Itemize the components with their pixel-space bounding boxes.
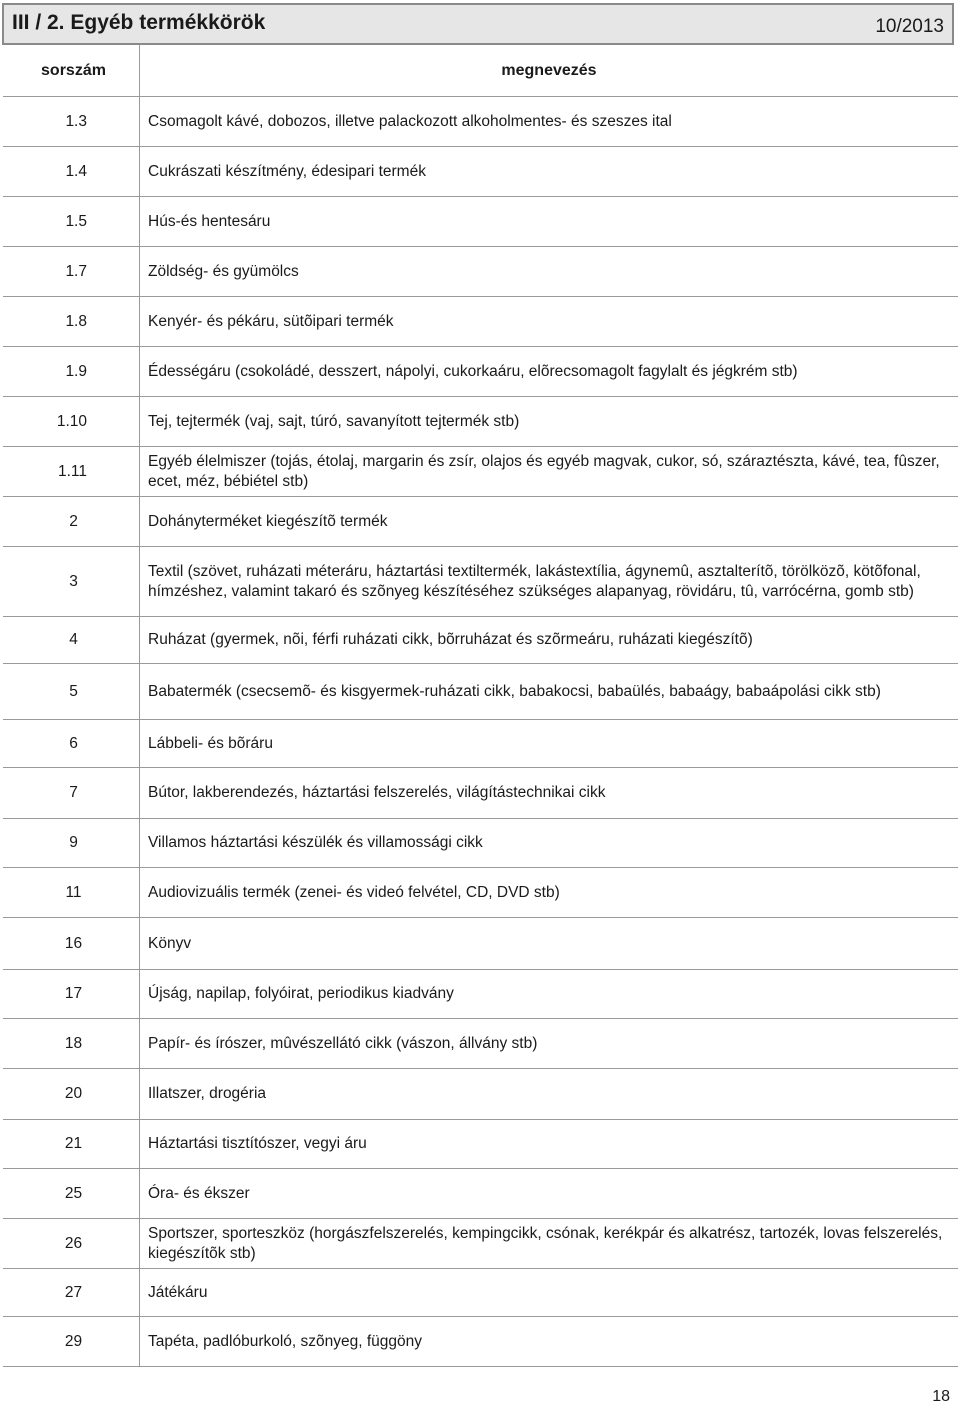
table-body xyxy=(3,97,958,1367)
row-number: 7 xyxy=(3,768,140,818)
table-row xyxy=(3,918,958,970)
row-number: 5 xyxy=(3,664,140,719)
row-number: 20 xyxy=(3,1069,140,1119)
row-name: Kenyér- és pékáru, sütõipari termék xyxy=(148,312,394,330)
row-name: Audiovizuális termék (zenei- és videó felvétel, CD, DVD stb) xyxy=(148,883,560,901)
table-row xyxy=(3,1269,958,1317)
row-name: Édességáru (csokoládé, desszert, nápolyi, cukorkaáru, elõrecsomagolt fagylalt és jégkrém stb) xyxy=(148,362,798,380)
row-name: Dohányterméket kiegészítõ termék xyxy=(148,512,388,530)
table-row xyxy=(3,1169,958,1219)
table-row xyxy=(3,819,958,868)
row-name: Játékáru xyxy=(148,1283,208,1301)
row-name: Textil (szövet, ruházati méteráru, háztartási textiltermék, lakástextília, ágynemû, asztalterítõ, törölközõ, kötõfonal, hímzéshez, valamint takaró és szõnyeg készítéséhez szükséges alapanyag, rövidáru, tû, varrócérna, gomb stb) xyxy=(148,562,921,600)
document-title: III / 2. Egyéb termékkörök xyxy=(12,11,266,34)
row-number: 1.9 xyxy=(3,347,140,396)
table-row xyxy=(3,197,958,247)
document-date: 10/2013 xyxy=(875,16,944,37)
table-row xyxy=(3,868,958,918)
row-name: Újság, napilap, folyóirat, periodikus kiadvány xyxy=(148,985,454,1002)
table-header-row xyxy=(3,45,958,97)
row-number: 2 xyxy=(3,497,140,546)
row-name: Zöldség- és gyümölcs xyxy=(148,262,299,280)
table-row xyxy=(3,1120,958,1169)
table-row xyxy=(3,768,958,819)
row-number: 1.10 xyxy=(3,397,140,446)
table-row xyxy=(3,547,958,617)
table-row xyxy=(3,97,958,147)
table-row xyxy=(3,247,958,297)
row-name: Sportszer, sporteszköz (horgászfelszerelés, kempingcikk, csónak, kerékpár és alkatrész, tartozék, lovas felszerelés, kiegészítõk stb) xyxy=(148,1224,943,1262)
row-name: Egyéb élelmiszer (tojás, étolaj, margarin és zsír, olajos és egyéb magvak, cukor, só, száraztészta, kávé, tea, fûszer, ecet, méz, bébiétel stb) xyxy=(148,452,940,490)
row-number: 25 xyxy=(3,1169,140,1218)
row-name: Tapéta, padlóburkoló, szõnyeg, függöny xyxy=(148,1332,423,1350)
row-name: Tej, tejtermék (vaj, sajt, túró, savanyított tejtermék stb) xyxy=(148,412,520,430)
row-name: Lábbeli- és bõráru xyxy=(148,734,273,752)
row-number: 1.8 xyxy=(3,297,140,346)
row-name: Könyv xyxy=(148,934,192,952)
table-row xyxy=(3,497,958,547)
row-number: 1.4 xyxy=(3,147,140,196)
column-header-name: megnevezés xyxy=(501,61,597,79)
row-number: 1.11 xyxy=(3,447,140,496)
row-number: 3 xyxy=(3,547,140,616)
table-row xyxy=(3,617,958,664)
row-number: 29 xyxy=(3,1317,140,1366)
row-name: Illatszer, drogéria xyxy=(148,1085,267,1102)
table-row xyxy=(3,447,958,497)
row-number: 1.5 xyxy=(3,197,140,246)
row-number: 26 xyxy=(3,1219,140,1268)
table-row xyxy=(3,1219,958,1269)
row-number: 6 xyxy=(3,720,140,767)
row-name: Ruházat (gyermek, nõi, férfi ruházati cikk, bõrruházat és szõrmeáru, ruházati kiegészítõ) xyxy=(148,631,753,648)
row-number: 21 xyxy=(3,1120,140,1168)
row-number: 1.7 xyxy=(3,247,140,296)
row-name: Babatermék (csecsemõ- és kisgyermek-ruházati cikk, babakocsi, babaülés, babaágy, babaápolási cikk stb) xyxy=(148,682,881,700)
row-name: Bútor, lakberendezés, háztartási felszerelés, világítástechnikai cikk xyxy=(148,784,606,801)
page-header xyxy=(2,3,954,45)
row-name: Cukrászati készítmény, édesipari termék xyxy=(148,162,426,180)
page-number: 18 xyxy=(932,1388,950,1405)
table-row xyxy=(3,664,958,720)
row-name: Csomagolt kávé, dobozos, illetve palackozott alkoholmentes- és szeszes ital xyxy=(148,112,672,130)
row-name: Villamos háztartási készülék és villamossági cikk xyxy=(148,834,483,851)
table-row xyxy=(3,1019,958,1069)
table-row xyxy=(3,347,958,397)
row-number: 11 xyxy=(3,868,140,917)
product-category-table xyxy=(3,45,958,1367)
row-name: Óra- és ékszer xyxy=(148,1184,250,1202)
row-number: 16 xyxy=(3,918,140,969)
row-number: 17 xyxy=(3,970,140,1018)
row-name: Háztartási tisztítószer, vegyi áru xyxy=(148,1135,367,1152)
row-number: 4 xyxy=(3,617,140,663)
table-row xyxy=(3,397,958,447)
row-name: Hús-és hentesáru xyxy=(148,212,271,230)
table-row xyxy=(3,297,958,347)
column-header-number: sorszám xyxy=(3,45,140,96)
table-row xyxy=(3,147,958,197)
table-row xyxy=(3,720,958,768)
row-number: 27 xyxy=(3,1269,140,1316)
table-row xyxy=(3,970,958,1019)
table-row xyxy=(3,1069,958,1120)
table-row xyxy=(3,1317,958,1367)
row-number: 18 xyxy=(3,1019,140,1068)
row-name: Papír- és írószer, mûvészellátó cikk (vászon, állvány stb) xyxy=(148,1034,538,1052)
row-number: 9 xyxy=(3,819,140,867)
row-number: 1.3 xyxy=(3,97,140,146)
